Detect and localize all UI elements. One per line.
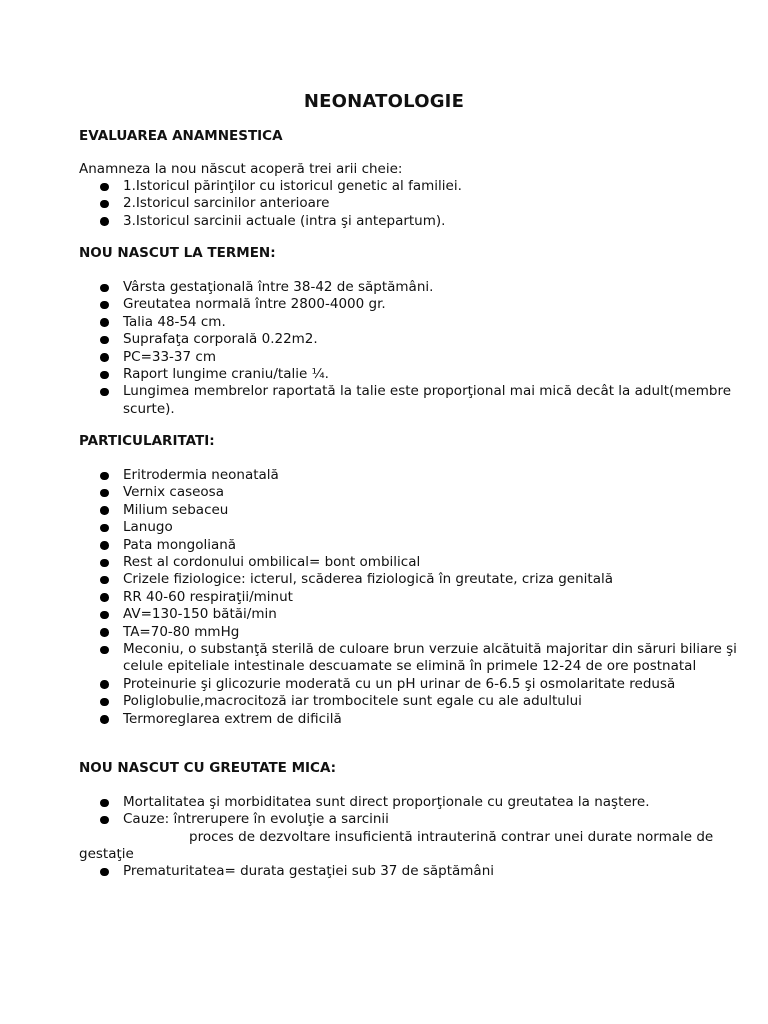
bullet-icon — [100, 868, 109, 877]
bullet-icon — [100, 353, 109, 362]
list-item: Meconiu, o substanţă sterilă de culoare brun verzuie alcătuită majoritar din săruri biliare şi celule epiteliale intestinale descuamate se elimină în primele 12-24 de ore postnatal — [79, 641, 738, 676]
bullet-list-greutate-mica — [79, 794, 763, 829]
list-item: Raport lungime craniu/talie ¼. — [79, 366, 763, 383]
list-item: Mortalitatea şi morbiditatea sunt direct proporţionale cu greutatea la naştere. — [79, 794, 763, 811]
list-item: Greutatea normală între 2800-4000 gr. — [79, 296, 763, 313]
list-item: Rest al cordonului ombilical= bont ombilical — [79, 554, 763, 571]
list-item: Cauze: întrerupere în evoluţie a sarcinii — [79, 811, 763, 828]
list-item: AV=130-150 bătăi/min — [79, 606, 763, 623]
list-item: Pata mongoliană — [79, 537, 763, 554]
section-heading-termen: NOU NASCUT LA TERMEN: — [79, 245, 276, 261]
list-item: 3.Istoricul sarcinii actuale (intra şi antepartum). — [79, 213, 763, 230]
list-item: Prematuritatea= durata gestaţiei sub 37 de săptămâni — [79, 863, 763, 880]
list-item: Termoreglarea extrem de dificilă — [79, 711, 763, 728]
bullet-icon — [100, 489, 109, 498]
list-item: 2.Istoricul sarcinilor anterioare — [79, 195, 763, 212]
cauze-continuation: proces de dezvoltare insuficientă intrauterină contrar unei durate normale de — [189, 829, 714, 845]
bullet-list-greutate-mica-2 — [79, 863, 763, 880]
list-item: Vernix caseosa — [79, 484, 763, 501]
bullet-icon — [100, 506, 109, 515]
bullet-icon — [100, 388, 109, 397]
list-item: PC=33-37 cm — [79, 349, 763, 366]
bullet-icon — [100, 200, 109, 209]
list-item: RR 40-60 respiraţii/minut — [79, 589, 763, 606]
list-item: Vârsta gestaţională între 38-42 de săptămâni. — [79, 279, 763, 296]
bullet-icon — [100, 680, 109, 689]
list-item: Proteinurie şi glicozurie moderată cu un pH urinar de 6-6.5 şi osmolaritate redusă — [79, 676, 763, 693]
bullet-icon — [100, 646, 109, 655]
list-item: Poliglobulie,macrocitoză iar trombocitele sunt egale cu ale adultului — [79, 693, 763, 710]
bullet-icon — [100, 816, 109, 825]
list-item: Lungimea membrelor raportată la talie este proporţional mai mică decât la adult(membre scurte). — [79, 383, 733, 418]
list-item: Crizele fiziologice: icterul, scăderea fiziologică în greutate, criza genitală — [79, 571, 763, 588]
bullet-icon — [100, 715, 109, 724]
bullet-icon — [100, 524, 109, 533]
list-item: Lanugo — [79, 519, 763, 536]
bullet-icon — [100, 318, 109, 327]
bullet-icon — [100, 593, 109, 602]
cauze-wrap: gestaţie — [79, 846, 134, 862]
section-heading-evaluarea: EVALUAREA ANAMNESTICA — [79, 128, 283, 144]
list-item: 1.Istoricul părinţilor cu istoricul genetic al familiei. — [79, 178, 763, 195]
list-item: Suprafaţa corporală 0.22m2. — [79, 331, 763, 348]
bullet-icon — [100, 301, 109, 310]
bullet-icon — [100, 541, 109, 550]
bullet-icon — [100, 183, 109, 192]
section-heading-greutate-mica: NOU NASCUT CU GREUTATE MICA: — [79, 760, 337, 776]
list-item: Milium sebaceu — [79, 502, 763, 519]
section-heading-particularitati: PARTICULARITATI: — [79, 433, 215, 449]
section-intro: Anamneza la nou născut acoperă trei arii cheie: — [79, 161, 403, 177]
bullet-icon — [100, 799, 109, 808]
list-item: Talia 48-54 cm. — [79, 314, 763, 331]
bullet-icon — [100, 371, 109, 380]
bullet-icon — [100, 698, 109, 707]
bullet-icon — [100, 472, 109, 481]
bullet-list-termen — [79, 279, 763, 418]
bullet-icon — [100, 559, 109, 568]
bullet-icon — [100, 284, 109, 293]
document-title: NEONATOLOGIE — [303, 91, 465, 112]
list-item: TA=70-80 mmHg — [79, 624, 763, 641]
bullet-icon — [100, 628, 109, 637]
bullet-icon — [100, 576, 109, 585]
bullet-list-particularitati — [79, 467, 763, 728]
bullet-list-anamneza — [79, 178, 763, 230]
bullet-icon — [100, 336, 109, 345]
list-item: Eritrodermia neonatală — [79, 467, 763, 484]
bullet-icon — [100, 217, 109, 226]
bullet-icon — [100, 611, 109, 620]
